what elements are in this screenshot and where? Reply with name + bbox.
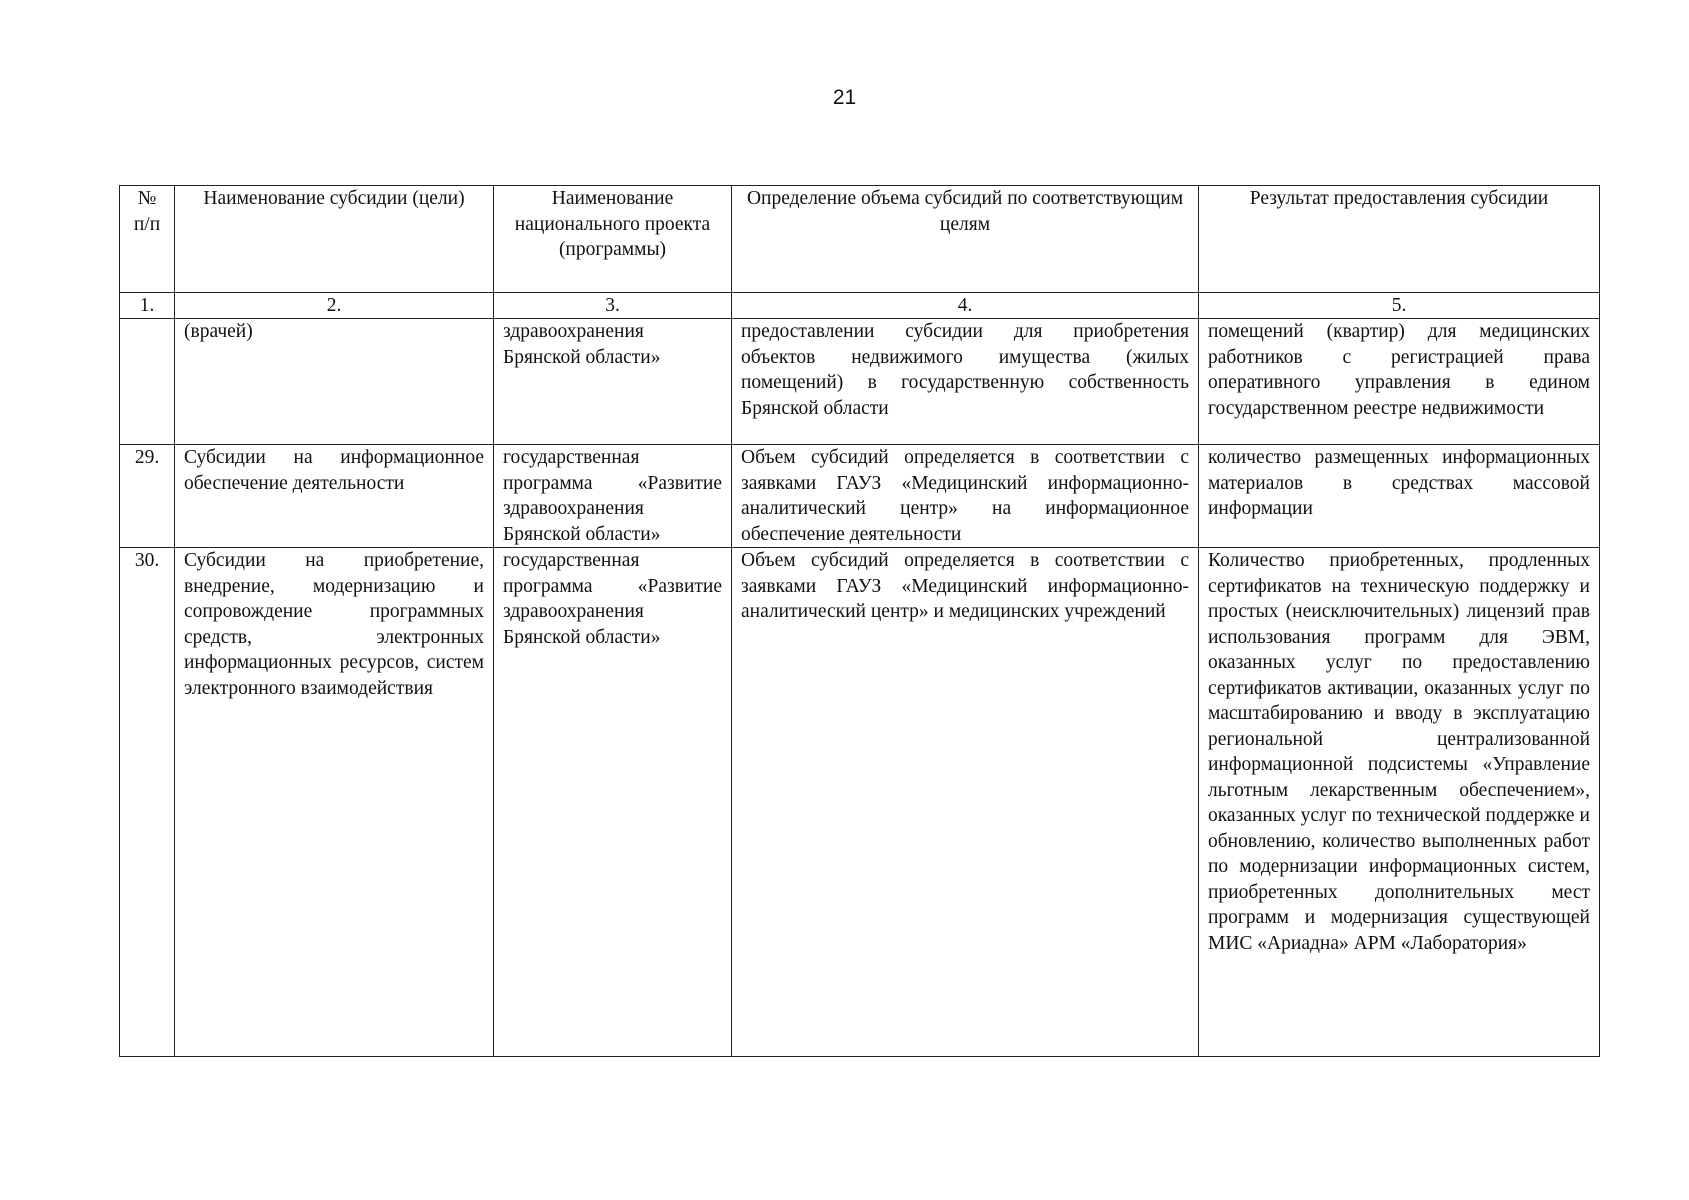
subsidy-name-cell: Субсидии на приобретение, внедрение, модернизацию и сопровождение программных средств, электронных информационных ресурсов, систем электронного взаимодействия xyxy=(175,548,494,1057)
column-index-row xyxy=(120,293,1600,319)
row-number xyxy=(120,319,175,445)
row-number: 29. xyxy=(120,445,175,548)
table-row xyxy=(120,319,1600,445)
subsidy-name-cell: Субсидии на информационное обеспечение деятельности xyxy=(175,445,494,548)
header-volume-definition: Определение объема субсидий по соответствующим целям xyxy=(732,186,1199,293)
header-national-project: Наименование национального проекта (программы) xyxy=(494,186,732,293)
table-row xyxy=(120,548,1600,1057)
result-cell: Количество приобретенных, продленных сертификатов на техническую поддержку и простых (неисключительных) лицензий прав использования программ для ЭВМ, оказанных услуг по предоставлению сертификатов активации, оказанных услуг по масштабированию и вводу в эксплуатацию региональной централизованной информационной подсистемы «Управление льготным лекарственным обеспечением», оказанных услуг по технической поддержке и обновлению, количество выполненных работ по модернизации информационных систем, приобретенных дополнительных мест программ и модернизация существующей МИС «Ариадна» АРМ «Лаборатория» xyxy=(1199,548,1600,1057)
header-subsidy-name: Наименование субсидии (цели) xyxy=(175,186,494,293)
project-cell: здравоохранения Брянской области» xyxy=(494,319,732,445)
column-index: 1. xyxy=(120,293,175,319)
subsidy-name-cell: (врачей) xyxy=(175,319,494,445)
project-cell: государственная программа «Развитие здравоохранения Брянской области» xyxy=(494,445,732,548)
header-result: Результат предоставления субсидии xyxy=(1199,186,1600,293)
result-cell: помещений (квартир) для медицинских работников с регистрацией права оперативного управления в едином государственном реестре недвижимости xyxy=(1199,319,1600,445)
table-row xyxy=(120,445,1600,548)
volume-cell: Объем субсидий определяется в соответствии с заявками ГАУЗ «Медицинский информационно-аналитический центр» на информационное обеспечение деятельности xyxy=(732,445,1199,548)
header-num: № п/п xyxy=(120,186,175,293)
result-cell: количество размещенных информационных материалов в средствах массовой информации xyxy=(1199,445,1600,548)
volume-cell: предоставлении субсидии для приобретения объектов недвижимого имущества (жилых помещений) в государственную собственность Брянской области xyxy=(732,319,1199,445)
subsidy-table xyxy=(119,185,1600,1057)
volume-cell: Объем субсидий определяется в соответствии с заявками ГАУЗ «Медицинский информационно-аналитический центр» и медицинских учреждений xyxy=(732,548,1199,1057)
page-number: 21 xyxy=(832,86,857,109)
column-index: 5. xyxy=(1199,293,1600,319)
column-index: 3. xyxy=(494,293,732,319)
row-number: 30. xyxy=(120,548,175,1057)
header-row xyxy=(120,186,1600,293)
project-cell: государственная программа «Развитие здравоохранения Брянской области» xyxy=(494,548,732,1057)
column-index: 2. xyxy=(175,293,494,319)
column-index: 4. xyxy=(732,293,1199,319)
